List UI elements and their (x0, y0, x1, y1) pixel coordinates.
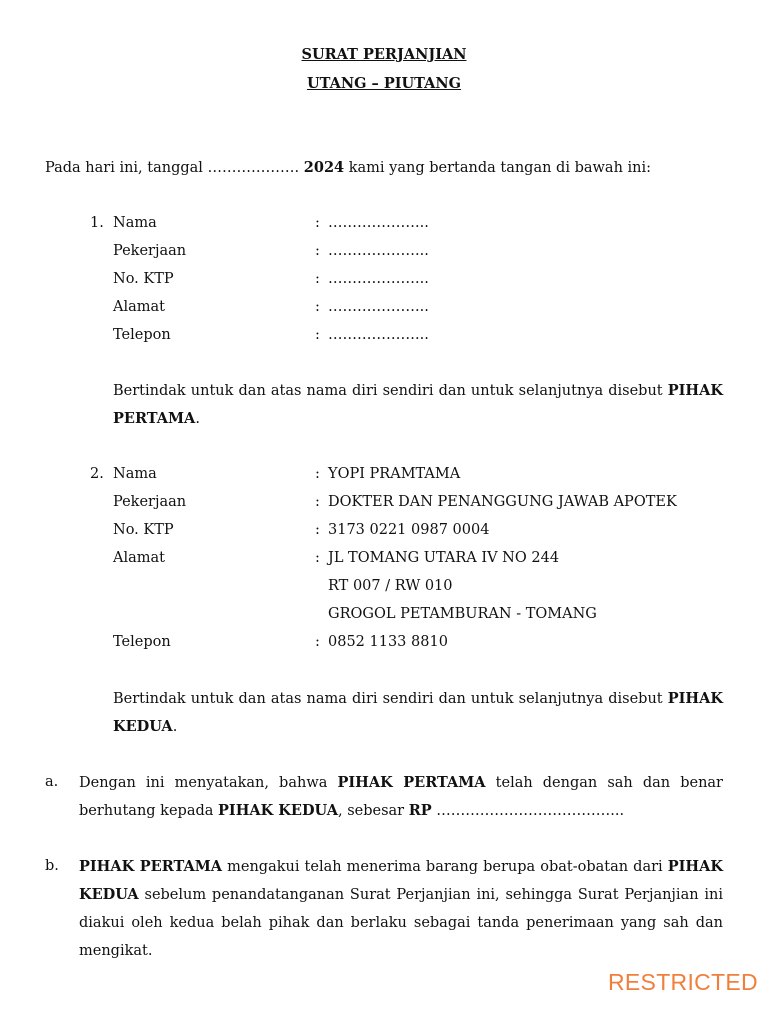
party1-colon: : (315, 243, 320, 259)
party2-label-nama: Nama (113, 466, 157, 482)
clause-b-part1: mengakui telah menerima barang berupa obat-obatan dari (222, 859, 668, 875)
clause-a-pihak-pertama: PIHAK PERTAMA (337, 774, 486, 791)
clause-b-text (79, 853, 723, 965)
party2-statement-end: . (172, 719, 178, 735)
party2-label-telepon: Telepon (113, 634, 171, 650)
party2-value-pekerjaan: DOKTER DAN PENANGGUNG JAWAB APOTEK (328, 494, 677, 510)
clause-b-pihak-kedua: PIHAK KEDUA (79, 858, 723, 903)
document-title: SURAT PERJANJIAN (301, 46, 467, 63)
clause-a-part3: , sebesar (337, 803, 409, 819)
clause-a-rp: RP (408, 802, 432, 819)
party2-value-alamat-line2: RT 007 / RW 010 (328, 578, 453, 594)
party1-value-ktp: ………………... (328, 271, 429, 287)
party1-colon: : (315, 271, 320, 287)
clause-a-text (79, 769, 723, 825)
clause-a-amount: ………………………………... (431, 803, 625, 819)
party2-value-alamat-line3: GROGOL PETAMBURAN - TOMANG (328, 606, 597, 622)
intro-pre: Pada hari ini, tanggal ………………. (45, 160, 304, 176)
party1-designation: PIHAK PERTAMA (113, 382, 723, 427)
party1-statement-end: . (195, 411, 200, 427)
party2-number: 2. (90, 466, 104, 482)
party1-label-alamat: Alamat (113, 299, 165, 315)
clause-a-part1: Dengan ini menyatakan, bahwa (79, 775, 338, 791)
intro-paragraph (45, 159, 651, 176)
clause-a-pihak-kedua: PIHAK KEDUA (218, 802, 338, 819)
party1-label-telepon: Telepon (113, 327, 171, 343)
party2-label-alamat: Alamat (113, 550, 165, 566)
party1-value-telepon: ………………... (328, 327, 429, 343)
intro-year: 2024 (303, 159, 345, 176)
party1-colon: : (315, 215, 320, 231)
party2-label-ktp: No. KTP (113, 522, 174, 538)
party2-colon: : (315, 466, 320, 482)
party1-statement (113, 377, 723, 433)
party1-colon: : (315, 299, 320, 315)
party2-statement (113, 685, 723, 741)
restricted-watermark: RESTRICTED (608, 969, 758, 995)
party2-designation: PIHAK KEDUA (113, 690, 723, 735)
party1-value-nama: ………………... (328, 215, 429, 231)
clause-a-letter: a. (45, 774, 59, 790)
clause-b-part2: sebelum penandatanganan Surat Perjanjian ini, sehingga Surat Perjanjian ini diakui oleh kedua belah pihak dan berlaku sebagai tanda penerimaan yang sah dan mengikat. (79, 887, 723, 959)
party2-value-alamat-line1: JL TOMANG UTARA IV NO 244 (328, 550, 560, 566)
party1-label-pekerjaan: Pekerjaan (113, 243, 187, 259)
party1-value-pekerjaan: ………………... (328, 243, 429, 259)
party1-label-ktp: No. KTP (113, 271, 174, 287)
party2-colon: : (315, 634, 320, 650)
intro-post: kami yang bertanda tangan di bawah ini: (344, 160, 652, 176)
party2-value-ktp: 3173 0221 0987 0004 (328, 522, 490, 538)
party1-statement-text: Bertindak untuk dan atas nama diri sendiri dan untuk selanjutnya disebut (113, 383, 668, 399)
document-subtitle: UTANG – PIUTANG (306, 75, 462, 92)
party2-value-telepon: 0852 1133 8810 (328, 634, 448, 650)
party1-label-nama: Nama (113, 215, 157, 231)
clause-a-part2: telah dengan sah dan benar berhutang kepada (79, 775, 723, 819)
party1-colon: : (315, 327, 320, 343)
party2-colon: : (315, 494, 320, 510)
party1-value-alamat: ………………... (328, 299, 429, 315)
clause-b-pihak-pertama: PIHAK PERTAMA (79, 858, 223, 875)
party2-label-pekerjaan: Pekerjaan (113, 494, 187, 510)
party2-value-nama: YOPI PRAMTAMA (328, 466, 461, 482)
party2-colon: : (315, 550, 320, 566)
party1-number: 1. (90, 215, 104, 231)
clause-b-letter: b. (45, 858, 59, 874)
party2-colon: : (315, 522, 320, 538)
party2-statement-text: Bertindak untuk dan atas nama diri sendiri dan untuk selanjutnya disebut (113, 691, 668, 707)
